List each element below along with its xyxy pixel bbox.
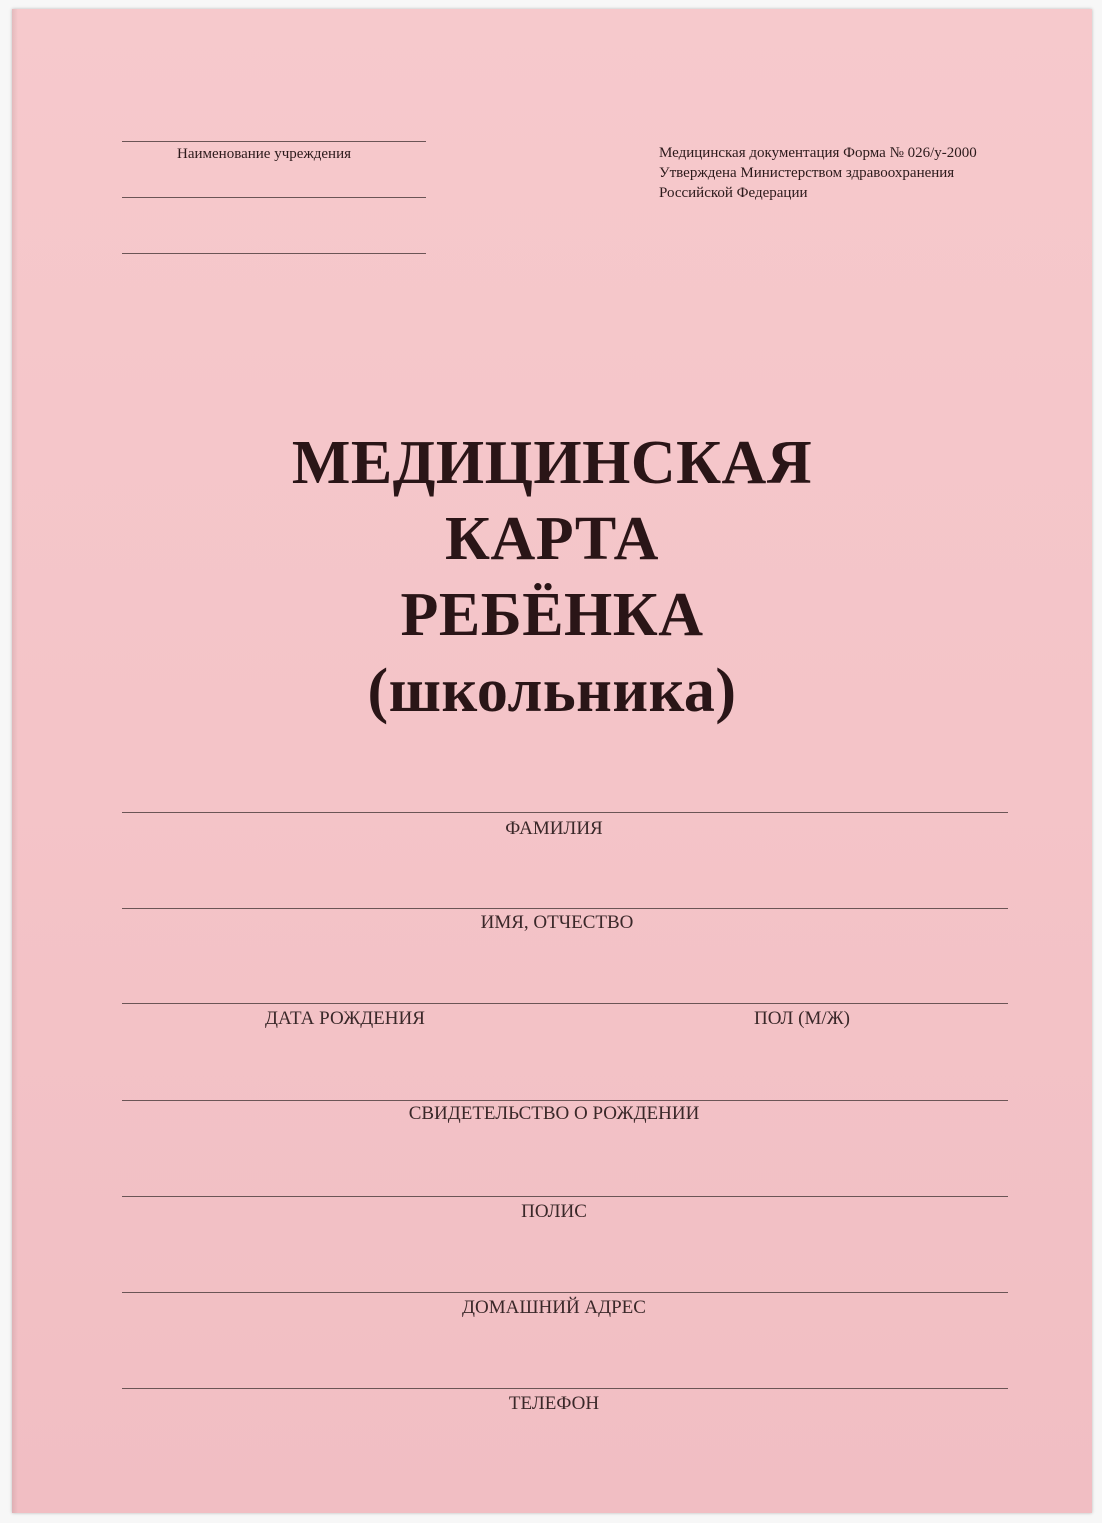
sex-label: ПОЛ (М/Ж) — [754, 1008, 850, 1029]
policy-line[interactable] — [122, 1196, 1008, 1197]
title-line-2: КАРТА — [445, 505, 659, 573]
title-line-4: (школьника) — [367, 657, 737, 725]
name-patronymic-line[interactable] — [122, 908, 1008, 909]
institution-label: Наименование учреждения — [177, 146, 352, 162]
institution-line-1[interactable] — [122, 141, 426, 142]
name-patronymic-label: ИМЯ, ОТЧЕСТВО — [480, 912, 634, 933]
policy-label: ПОЛИС — [521, 1201, 587, 1222]
surname-line[interactable] — [122, 812, 1008, 813]
institution-line-3[interactable] — [122, 253, 426, 254]
form-info-line-3: Российской Федерации — [659, 185, 808, 201]
home-address-line[interactable] — [122, 1292, 1008, 1293]
institution-line-2[interactable] — [122, 197, 426, 198]
title-line-3: РЕБЁНКА — [400, 581, 704, 649]
home-address-label: ДОМАШНИЙ АДРЕС — [462, 1297, 646, 1318]
phone-label: ТЕЛЕФОН — [508, 1393, 600, 1414]
surname-label: ФАМИЛИЯ — [505, 818, 603, 839]
birth-date-sex-line[interactable] — [122, 1003, 1008, 1004]
birth-certificate-line[interactable] — [122, 1100, 1008, 1101]
form-info-line-1: Медицинская документация Форма № 026/у-2000 — [659, 145, 977, 161]
form-info-line-2: Утверждена Министерством здравоохранения — [659, 165, 955, 181]
medical-card-cover — [12, 9, 1092, 1513]
birth-certificate-label: СВИДЕТЕЛЬСТВО О РОЖДЕНИИ — [408, 1103, 700, 1124]
cover-spine-shadow — [12, 9, 18, 1513]
birth-date-label: ДАТА РОЖДЕНИЯ — [265, 1008, 425, 1029]
document-title — [12, 425, 1092, 729]
phone-line[interactable] — [122, 1388, 1008, 1389]
title-line-1: МЕДИЦИНСКАЯ — [291, 429, 813, 497]
